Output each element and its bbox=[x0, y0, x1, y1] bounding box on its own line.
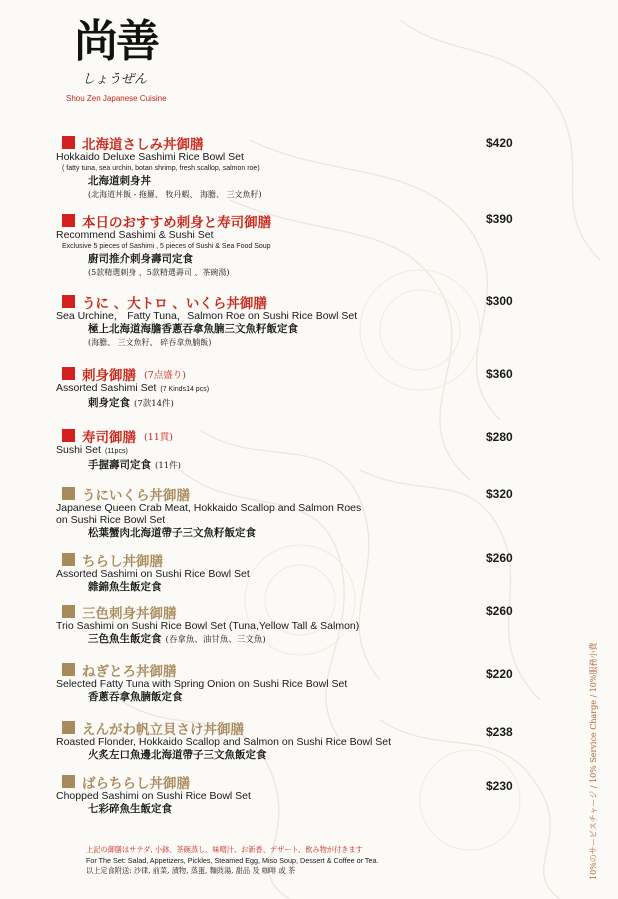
logo-kanji: 尚善 bbox=[74, 16, 158, 67]
item-en-name: Trio Sashimi on Sushi Rice Bowl Set (Tuna,Yellow Tall & Salmon) bbox=[56, 620, 360, 632]
gold-square-bullet bbox=[62, 487, 75, 500]
item-price: $260 bbox=[486, 604, 513, 618]
item-en-name: Roasted Flonder, Hokkaido Scallop and Salmon on Sushi Rice Bowl Set bbox=[56, 736, 392, 748]
item-jp-name: ねぎとろ丼御膳 bbox=[82, 663, 177, 680]
menu-item-trio-sashimi bbox=[56, 603, 476, 647]
item-jp-name: えんがわ帆立貝さけ丼御膳 bbox=[82, 721, 244, 738]
menu-item-crab-scallop-roe bbox=[56, 485, 476, 540]
item-en-note: (11pcs) bbox=[104, 448, 128, 455]
menu-item-chirashi bbox=[56, 551, 476, 594]
item-en-name: Japanese Queen Crab Meat, Hokkaido Scallop and Salmon Roes bbox=[56, 502, 362, 514]
item-price: $260 bbox=[486, 551, 513, 565]
item-cn-name: 香蔥吞拿魚腩飯定食 bbox=[88, 691, 183, 703]
item-en-name: Hokkaido Deluxe Sashimi Rice Bowl Set bbox=[56, 151, 244, 163]
item-cn-name: 刺身定食 bbox=[88, 397, 130, 409]
item-price: $230 bbox=[486, 779, 513, 793]
gold-square-bullet bbox=[62, 553, 75, 566]
menu-item-uni-toro-ikura bbox=[56, 293, 476, 350]
item-jp-name: 三色刺身丼御膳 bbox=[82, 605, 177, 622]
item-jp-name: 刺身御膳 bbox=[82, 367, 136, 384]
menu-item-hokkaido-deluxe bbox=[56, 134, 476, 202]
item-jp-note: (11貫) bbox=[144, 431, 174, 443]
item-price: $238 bbox=[486, 725, 513, 739]
item-jp-name: うにいくら丼御膳 bbox=[82, 487, 190, 504]
footer-jp: 上記の御膳はサテダ, 小鉢、茶碗蒸し、味噌汁、お新香、デザート、飲み物が付きます bbox=[86, 845, 363, 854]
item-cn-name: 廚司推介刺身壽司定食 bbox=[88, 253, 193, 265]
gold-square-bullet bbox=[62, 605, 75, 618]
item-cn-name: 北海道刺身丼 bbox=[88, 175, 151, 187]
item-en-name: Chopped Sashimi on Sushi Rice Bowl Set bbox=[56, 790, 251, 802]
gold-square-bullet bbox=[62, 775, 75, 788]
item-price: $220 bbox=[486, 667, 513, 681]
item-detail: Exclusive 5 pieces of Sashimi , 5 pieces of Sushi & Sea Food Soup bbox=[62, 243, 271, 250]
red-square-bullet bbox=[62, 429, 75, 442]
item-cn-name: 手握壽司定食 bbox=[88, 459, 151, 471]
item-price: $300 bbox=[486, 294, 513, 308]
item-jp-note: (7点盛り) bbox=[144, 369, 186, 381]
item-jp-name: 寿司御膳 bbox=[82, 429, 136, 446]
item-price: $280 bbox=[486, 430, 513, 444]
red-square-bullet bbox=[62, 367, 75, 380]
item-cn-note: (11件) bbox=[155, 461, 181, 471]
item-cn-note: (海膽、 三文魚籽、 碎吞拿魚腩飯) bbox=[88, 338, 212, 347]
item-jp-name: 本日のおすすめ刺身と寿司御膳 bbox=[82, 214, 272, 231]
item-cn-note: (7款14件) bbox=[134, 399, 174, 409]
item-cn-name: 雜錦魚生飯定食 bbox=[88, 581, 162, 593]
footer-en: For The Set: Salad, Appetizers, Pickles, Steamed Egg, Miso Soup, Dessert & Coffee or Tea. bbox=[86, 855, 379, 865]
item-en-name: Sushi Set bbox=[56, 444, 101, 456]
menu-item-bara-chirashi bbox=[56, 773, 476, 816]
menu-item-engawa-scallop-salmon bbox=[56, 719, 476, 762]
item-en-name: Assorted Sashimi on Sushi Rice Bowl Set bbox=[56, 568, 250, 580]
item-cn-name: 極上北海道海膽香蔥吞拿魚腩三文魚籽飯定食 bbox=[88, 323, 298, 335]
restaurant-logo bbox=[64, 14, 184, 106]
red-square-bullet bbox=[62, 214, 75, 227]
item-en-name-line2: on Sushi Rice Bowl Set bbox=[56, 514, 166, 526]
item-jp-name: 北海道さしみ丼御膳 bbox=[82, 136, 204, 153]
menu-item-negitoro bbox=[56, 661, 476, 704]
footer-cn: 以上定食附送: 沙律, 前菜, 漬物, 蒸蛋, 麵豉湯, 甜品 及 咖啡 或 茶 bbox=[86, 866, 296, 875]
item-en-note: (7 Kinds14 pcs) bbox=[160, 386, 210, 393]
item-cn-name: 三色魚生飯定食 bbox=[88, 633, 162, 645]
red-square-bullet bbox=[62, 295, 75, 308]
menu-item-sushi-set bbox=[56, 427, 476, 473]
item-price: $320 bbox=[486, 487, 513, 501]
gold-square-bullet bbox=[62, 663, 75, 676]
item-jp-name: うに 、大トロ 、いくら丼御膳 bbox=[82, 295, 267, 312]
item-en-name: Assorted Sashimi Set bbox=[56, 382, 157, 394]
logo-kana: しょうぜん bbox=[82, 72, 148, 87]
logo-subtitle: Shou Zen Japanese Cuisine bbox=[66, 94, 167, 103]
item-cn-note: (吞拿魚、油甘魚、三文魚) bbox=[165, 635, 266, 645]
item-cn-name: 七彩碎魚生飯定食 bbox=[88, 803, 172, 815]
item-jp-name: ちらし丼御膳 bbox=[82, 553, 163, 570]
item-detail: ( fatty tuna, sea urchin, botan shrimp, fresh scallop, salmon roe) bbox=[62, 165, 260, 172]
red-square-bullet bbox=[62, 136, 75, 149]
set-inclusions-footer bbox=[86, 845, 486, 877]
menu-item-recommend-set bbox=[56, 212, 476, 280]
gold-square-bullet bbox=[62, 721, 75, 734]
item-cn-name: 火炙左口魚邊北海道帶子三文魚飯定食 bbox=[88, 749, 267, 761]
item-en-name: Sea Urchine， Fatty Tuna，Salmon Roe on Sushi Rice Bowl Set bbox=[56, 310, 358, 322]
item-jp-name: ばらちらし丼御膳 bbox=[82, 775, 190, 792]
item-cn-name: 松葉蟹肉北海道帶子三文魚籽飯定食 bbox=[88, 527, 256, 539]
item-price: $420 bbox=[486, 136, 513, 150]
item-en-name: Recommend Sashimi & Sushi Set bbox=[56, 229, 214, 241]
item-price: $390 bbox=[486, 212, 513, 226]
item-cn-note: (5款精選刺身 、5款精選壽司 、茶碗湯) bbox=[88, 268, 230, 277]
menu-item-sashimi-set bbox=[56, 365, 476, 411]
item-en-name: Selected Fatty Tuna with Spring Onion on Sushi Rice Bowl Set bbox=[56, 678, 348, 690]
item-price: $360 bbox=[486, 367, 513, 381]
item-cn-note: (北海道丼飯 - 拖羅、 牧丹蝦、 海膽、 三文魚籽) bbox=[88, 190, 262, 199]
service-charge-note: 10%のサービスチャージ / 10% Service Charge / 10%服務小費 bbox=[589, 642, 598, 880]
